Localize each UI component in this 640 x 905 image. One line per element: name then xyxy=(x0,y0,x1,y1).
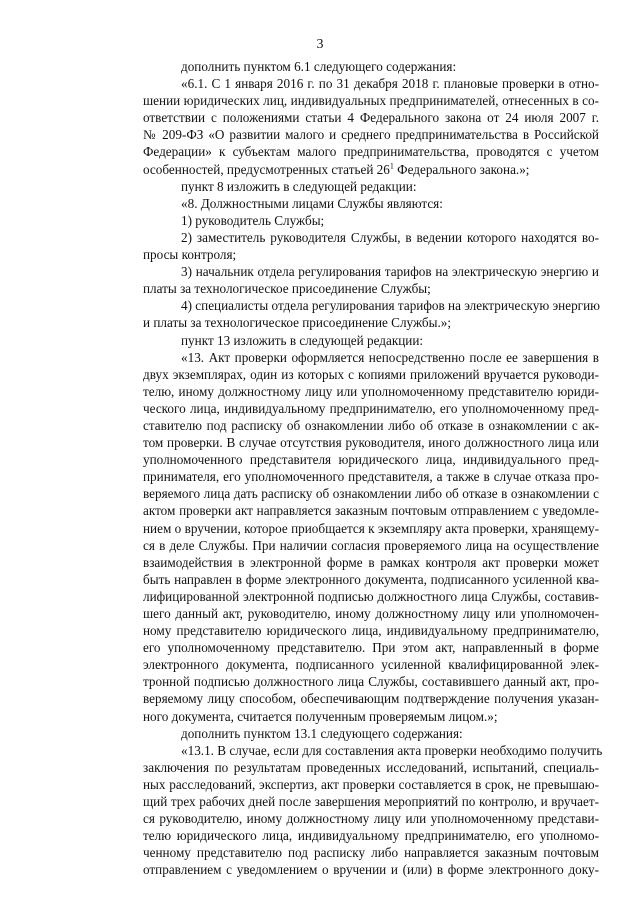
text-line: ся в деле Службы. При наличии согласия проверяемого лица на осуществление xyxy=(143,537,599,553)
text-line: телю, иному должностному лицу или уполномоченному представителю юриди- xyxy=(143,383,599,399)
text-line: 2) заместитель руководителя Службы, в ведении которого находятся во- xyxy=(181,229,599,245)
text-line: дополнить пунктом 13.1 следующего содержания: xyxy=(181,725,463,741)
text-line: № 209-ФЗ «О развитии малого и среднего предпринимательства в Российской xyxy=(143,127,599,143)
text-line: веряемому лицу способом, обеспечивающим подтверждение получения указан- xyxy=(143,691,599,707)
text-line: щий трех рабочих дней после завершения мероприятий по контролю, и вручает- xyxy=(143,794,599,810)
text-line: ченному представителю под расписку либо направляется заказным почтовым xyxy=(143,845,599,861)
text-line: актом проверки акт направляется заказным почтовым отправлением с уведомле- xyxy=(143,503,599,519)
text-line: шего данный акт, руководителю, иному должностному лицу или уполномочен- xyxy=(143,606,599,621)
list-item-3 xyxy=(105,263,599,297)
text-line: «6.1. С 1 января 2016 г. по 31 декабря 2018 г. плановые проверки в отно- xyxy=(181,76,599,92)
text-line: «13.1. В случае, если для составления акта проверки необходимо получить xyxy=(181,742,603,758)
paragraph-point-6-1 xyxy=(105,75,599,178)
text-line: двух экземплярах, один из которых с копиями приложений вручается руководи- xyxy=(143,366,599,382)
text-line: ного документа, считается полученным проверяемым лицом.»; xyxy=(143,708,498,724)
text-line: том проверки. В случае отсутствия руководителя, иного должностного лица или xyxy=(143,435,599,451)
text-line: шении юридических лиц, индивидуальных предпринимателей, отнесенных в со- xyxy=(143,93,599,109)
list-item-1 xyxy=(105,212,599,229)
paragraph-add-point-13-1 xyxy=(105,725,599,742)
list-item-4 xyxy=(105,297,599,331)
paragraph-point-13-intro xyxy=(105,332,599,349)
page-number: 3 xyxy=(316,37,324,52)
text-line: заключения по результатам проведенных исследований, испытаний, специаль- xyxy=(143,759,599,775)
text-line: 3) начальник отдела регулирования тарифов на электрическую энергию и xyxy=(181,264,599,280)
text-line: телю юридического лица, индивидуальному предпринимателю, его уполномо- xyxy=(143,828,599,844)
text-line: быть направлен в форме электронного документа, подписанного усиленной ква- xyxy=(143,571,599,587)
text-line: платы за технологическое присоединение Службы; xyxy=(143,281,431,297)
text-line: взаимодействия в электронной форме в рамках контроля акт проверки может xyxy=(143,554,599,570)
paragraph-point-13-1 xyxy=(105,742,603,879)
text-line: «8. Должностными лицами Службы являются: xyxy=(181,195,443,211)
text-line: Федерации» к субъектам малого предпринимательства, проводятся с учетом xyxy=(143,144,599,160)
text-line: ных расследований, экспертиз, акт проверки составляется в срок, не превышаю- xyxy=(143,776,599,792)
text-line: пункт 8 изложить в следующей редакции: xyxy=(181,178,417,194)
document-body xyxy=(105,58,603,879)
footnote-superscript: 1 xyxy=(389,161,394,171)
text-line: просы контроля; xyxy=(143,247,237,263)
text-line: ответствии с положениями статьи 4 Федерального закона от 24 июля 2007 г. xyxy=(143,110,599,126)
text-line: ческого лица, индивидуальному предпринимателю, его уполномоченному пред- xyxy=(143,400,599,416)
text-fragment: Федерального закона.»; xyxy=(393,161,530,177)
text-line: «13. Акт проверки оформляется непосредственно после ее завершения в xyxy=(181,349,599,365)
text-line: 1) руководитель Службы; xyxy=(181,212,325,228)
text-line: отправлением с уведомлением о вручении и (или) в форме электронного доку- xyxy=(143,862,599,878)
text-line: лифицированной электронной подписью должностного лица Службы, составив- xyxy=(143,588,599,604)
paragraph-point-8-intro xyxy=(105,178,599,195)
paragraph-point-13 xyxy=(105,349,599,725)
text-line: принимателя, его уполномоченного представителя, а также в случае отказа про- xyxy=(143,469,599,485)
text-fragment: особенностей, предусмотренных статьей 26 xyxy=(143,161,390,177)
text-line: ся руководителю, иному должностному лицу или уполномоченному представи- xyxy=(143,811,599,827)
text-line: пункт 13 изложить в следующей редакции: xyxy=(181,332,424,348)
text-line: тронной подписью должностного лица Службы, составившего данный акт, про- xyxy=(143,674,599,690)
text-line: дополнить пунктом 6.1 следующего содержания: xyxy=(181,59,457,74)
text-line: 4) специалисты отдела регулирования тарифов на электрическую энергию xyxy=(181,298,600,314)
text-line: его уполномоченному представителю. При этом акт, направленный в форме xyxy=(143,640,599,656)
text-line xyxy=(105,161,599,178)
text-line: веряемого лица дать расписку об ознакомлении либо об отказе в ознакомлении с xyxy=(143,486,599,502)
text-line: и платы за технологическое присоединение Службы.»; xyxy=(143,315,452,331)
text-line: ставителю под расписку об ознакомлении либо об отказе в ознакомлении с ак- xyxy=(143,417,599,433)
text-line: электронного документа, подписанного усиленной квалифицированной элек- xyxy=(143,657,599,673)
text-line: ному представителю юридического лица, индивидуальному предпринимателю, xyxy=(143,623,599,639)
text-line: уполномоченного представителя юридического лица, индивидуального пред- xyxy=(143,452,599,468)
list-item-2 xyxy=(105,229,599,263)
paragraph-add-point-6-1 xyxy=(105,58,599,75)
text-line: нием о вручении, которое приобщается к экземпляру акта проверки, хранящему- xyxy=(143,520,599,536)
paragraph-point-8 xyxy=(105,195,599,212)
